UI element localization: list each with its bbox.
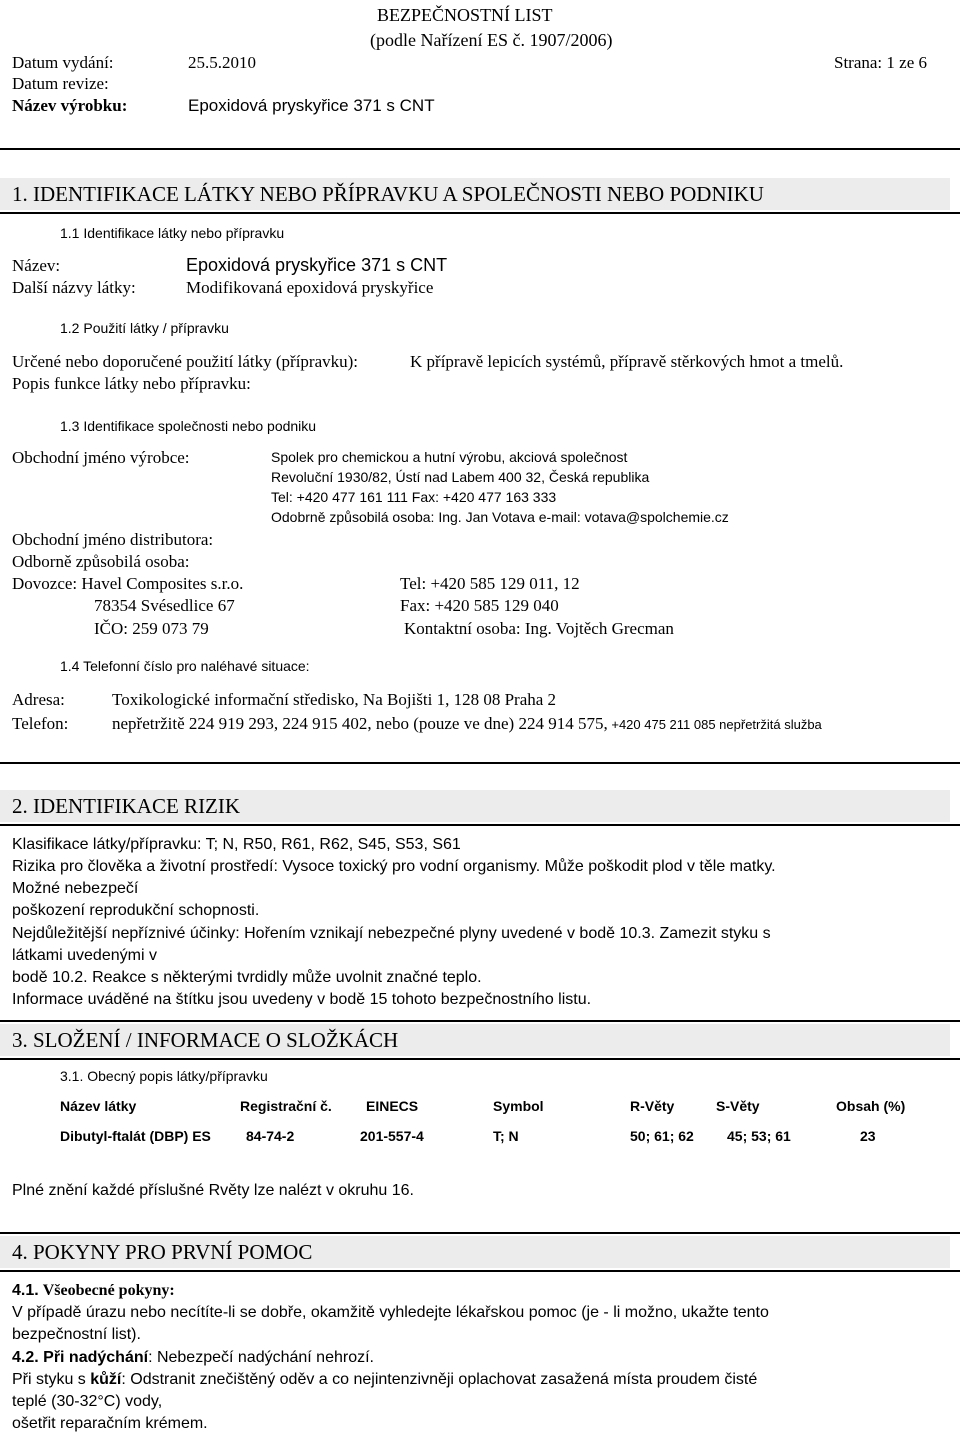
phone-label: Telefon: — [12, 714, 69, 733]
phone-value — [112, 714, 822, 734]
subsection-1-4-title: 1.4 Telefonní číslo pro naléhavé situace: — [60, 658, 310, 674]
importer-ico: IČO: 259 073 79 — [94, 619, 209, 638]
general-advice-line: V případě úrazu nebo necítíte-li se dobře, okamžitě vyhledejte lékařskou pomoc (je - li možno, ukažte tento — [12, 1304, 769, 1321]
phone-value-secondary: +420 475 211 085 nepřetržitá služba — [607, 717, 822, 732]
competent-person-label: Odborně způsobilá osoba: — [12, 552, 190, 571]
subsection-1-1-title: 1.1 Identifikace látky nebo přípravku — [60, 225, 285, 241]
product-name-value: Epoxidová pryskyřice 371 s CNT — [188, 96, 435, 115]
inhalation-text: : Nebezpečí nadýchání nehrozí. — [148, 1349, 374, 1366]
skin-contact-line: ošetřit reparačním krémem. — [12, 1415, 208, 1432]
section-3-top-divider — [0, 1020, 960, 1022]
table-cell: T; N — [493, 1128, 519, 1144]
table-cell: 50; 61; 62 — [630, 1128, 694, 1144]
risk-line: Rizika pro člověka a životní prostředí: Vysoce toxický pro vodní organismy. Může poškodit plod v těle matky. — [12, 858, 776, 875]
table-header-cell: Obsah (%) — [836, 1098, 906, 1114]
table-cell: Dibutyl-ftalát (DBP) ES — [60, 1128, 211, 1144]
other-names-value: Modifikovaná epoxidová pryskyřice — [186, 278, 434, 297]
page-number: Strana: 1 ze 6 — [834, 53, 927, 72]
inhalation-title: Při nadýchání — [43, 1349, 149, 1366]
issue-date-label: Datum vydání: — [12, 53, 114, 72]
importer-address: 78354 Svésedlice 67 — [94, 596, 235, 615]
risk-line: Informace uváděné na štítku jsou uvedeny v bodě 15 tohoto bezpečnostního listu. — [12, 991, 592, 1008]
section-3-title: 3. SLOŽENÍ / INFORMACE O SLOŽKÁCH — [12, 1028, 399, 1052]
section-1-end-divider — [0, 762, 960, 764]
subsection-1-3-title: 1.3 Identifikace společnosti nebo podniku — [60, 418, 317, 434]
section-1-title: 1. IDENTIFIKACE LÁTKY NEBO PŘÍPRAVKU A SPOLEČNOSTI NEBO PODNIKU — [12, 182, 764, 206]
subsection-4-1-title: Všeobecné pokyny: — [42, 1282, 175, 1299]
name-value: Epoxidová pryskyřice 371 s CNT — [186, 255, 448, 275]
section-1-divider — [0, 212, 960, 214]
phone-value-main: nepřetržitě 224 919 293, 224 915 402, nebo (pouze ve dne) 224 914 575, — [112, 714, 608, 733]
subsection-4-2-number: 4.2. — [12, 1349, 39, 1366]
risk-line: Klasifikace látky/přípravku: T; N, R50, R61, R62, S45, S53, S61 — [12, 836, 461, 853]
address-label: Adresa: — [12, 690, 65, 709]
other-names-label: Další názvy látky: — [12, 278, 136, 297]
section-1-header — [0, 178, 950, 210]
risk-line: Nejdůležitější nepříznivé účinky: Hořením vznikají nebezpečné plyny uvedené v bodě 10.3. Zamezit styku s — [12, 925, 771, 942]
section-4-divider — [0, 1270, 960, 1272]
intended-use-value: K přípravě lepicích systémů, přípravě stěrkových hmot a tmelů. — [410, 352, 844, 371]
subsection-3-1-title: 3.1. Obecný popis látky/přípravku — [60, 1068, 268, 1084]
product-name-label: Název výrobku: — [12, 96, 128, 115]
distributor-label: Obchodní jméno distributora: — [12, 530, 214, 549]
manufacturer-line: Spolek pro chemickou a hutní výrobu, akciová společnost — [271, 449, 628, 465]
address-value: Toxikologické informační středisko, Na Bojišti 1, 128 08 Praha 2 — [112, 690, 557, 709]
skin-contact-bold: kůží — [90, 1371, 122, 1388]
manufacturer-line: Tel: +420 477 161 111 Fax: +420 477 163 333 — [271, 489, 557, 505]
importer-phone: Tel: +420 585 129 011, 12 — [400, 574, 580, 593]
table-header-cell: R-Věty — [630, 1098, 675, 1114]
section-4-top-divider — [0, 1232, 960, 1234]
table-header-cell: Symbol — [493, 1098, 544, 1114]
inhalation-line — [12, 1349, 374, 1367]
issue-date-value: 25.5.2010 — [188, 53, 256, 72]
risk-line: bodě 10.2. Reakce s některými tvrdidly může uvolnit značné teplo. — [12, 969, 482, 986]
table-cell: 23 — [860, 1128, 876, 1144]
importer-fax: Fax: +420 585 129 040 — [400, 596, 559, 615]
importer-name: Dovozce: Havel Composites s.r.o. — [12, 574, 244, 593]
section-2-title: 2. IDENTIFIKACE RIZIK — [12, 794, 241, 818]
section-4-header — [0, 1236, 950, 1268]
subsection-4-1-heading — [12, 1282, 175, 1300]
section-4-title: 4. POKYNY PRO PRVNÍ POMOC — [12, 1240, 313, 1264]
name-label: Název: — [12, 256, 61, 275]
table-cell: 45; 53; 61 — [727, 1128, 791, 1144]
skin-contact-lead: Při styku s — [12, 1371, 91, 1388]
manufacturer-line: Revoluční 1930/82, Ústí nad Labem 400 32, Česká republika — [271, 469, 650, 485]
table-header-cell: EINECS — [366, 1098, 419, 1114]
subsection-4-1-number: 4.1. — [12, 1282, 39, 1299]
risk-line: Možné nebezpečí — [12, 880, 139, 897]
table-cell: 201-557-4 — [360, 1128, 424, 1144]
general-advice-line: bezpečnostní list). — [12, 1326, 141, 1343]
document-subtitle: (podle Nařízení ES č. 1907/2006) — [370, 30, 613, 50]
table-header-cell: Název látky — [60, 1098, 137, 1114]
manufacturer-line: Odobrně způsobilá osoba: Ing. Jan Votava e-mail: votava@spolchemie.cz — [271, 509, 729, 525]
section-2-header — [0, 790, 950, 822]
r-phrases-note: Plné znění každé příslušné Rvěty lze nalézt v okruhu 16. — [12, 1182, 414, 1199]
risk-line: látkami uvedenými v — [12, 947, 157, 964]
revision-date-label: Datum revize: — [12, 74, 109, 93]
table-header-cell: Registrační č. — [240, 1098, 332, 1114]
skin-contact-text: : Odstranit znečištěný oděv a co nejintenzivněji oplachovat zasažená místa proudem čisté — [121, 1371, 758, 1388]
document-title: BEZPEČNOSTNÍ LIST — [377, 5, 553, 25]
table-cell: 84-74-2 — [246, 1128, 295, 1144]
intended-use-label: Určené nebo doporučené použití látky (přípravku): — [12, 352, 359, 371]
section-2-divider — [0, 824, 960, 826]
manufacturer-label: Obchodní jméno výrobce: — [12, 448, 190, 467]
importer-contact: Kontaktní osoba: Ing. Vojtěch Grecman — [404, 619, 674, 638]
skin-contact-line — [12, 1371, 757, 1389]
skin-contact-line: teplé (30-32°C) vody, — [12, 1393, 163, 1410]
table-header-cell: S-Věty — [716, 1098, 760, 1114]
function-label: Popis funkce látky nebo přípravku: — [12, 374, 251, 393]
section-3-header — [0, 1024, 950, 1056]
risk-line: poškození reprodukční schopnosti. — [12, 902, 260, 919]
subsection-1-2-title: 1.2 Použití látky / přípravku — [60, 320, 229, 336]
header-divider — [0, 148, 960, 150]
section-3-divider — [0, 1058, 960, 1060]
